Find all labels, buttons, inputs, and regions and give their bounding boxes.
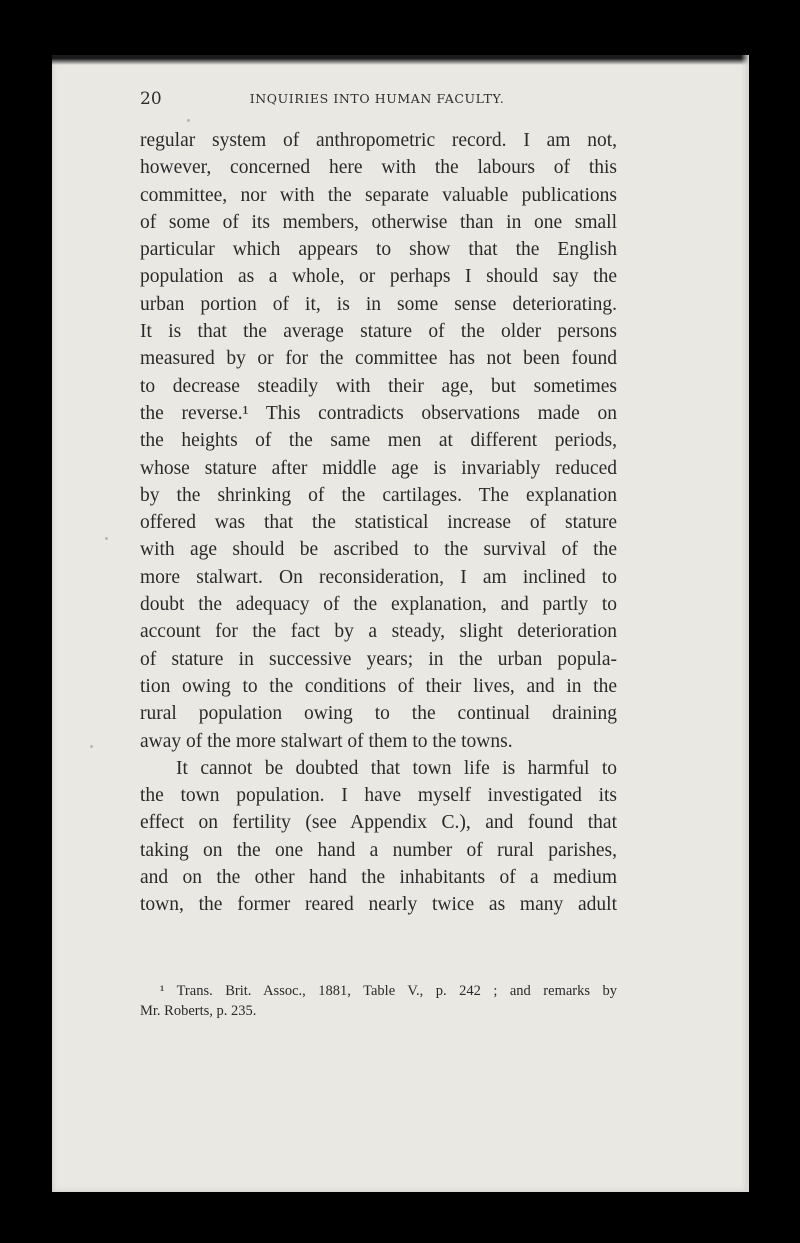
text-line: with age should be ascribed to the survival of the [140, 539, 617, 561]
text-line: measured by or for the committee has not been found [140, 348, 617, 370]
text-line: doubt the adequacy of the explanation, and partly to [140, 594, 617, 616]
text-line: effect on fertility (see Appendix C.), and found that [140, 812, 617, 834]
text-line: whose stature after middle age is invariably reduced [140, 457, 617, 479]
text-line: particular which appears to show that the English [140, 239, 617, 261]
page-header [140, 89, 614, 111]
paper-speck [105, 537, 108, 540]
page-right-edge [741, 55, 749, 1192]
text-line: account for the fact by a steady, slight deterioration [140, 621, 617, 643]
running-head: INQUIRIES INTO HUMAN FACULTY. [249, 91, 505, 106]
text-line: rural population owing to the continual draining [140, 703, 617, 725]
text-line: urban portion of it, is in some sense deteriorating. [140, 293, 617, 315]
text-line: population as a whole, or perhaps I should say the [140, 266, 617, 288]
text-line: by the shrinking of the cartilages. The explanation [140, 484, 617, 506]
footnote-line: ¹ Trans. Brit. Assoc., 1881, Table V., p. 242 ; and remarks by [160, 983, 617, 999]
text-line: of some of its members, otherwise than in one small [140, 211, 617, 233]
text-line: regular system of anthropometric record. I am not, [140, 130, 617, 151]
paper-speck [187, 119, 190, 122]
text-line: to decrease steadily with their age, but sometimes [140, 375, 617, 397]
page-number: 20 [140, 89, 162, 109]
body-text [140, 127, 617, 919]
text-line: more stalwart. On reconsideration, I am inclined to [140, 566, 617, 588]
text-line: the reverse.¹ This contradicts observations made on [140, 402, 617, 424]
text-line: the heights of the same men at different periods, [140, 430, 617, 452]
footnotes [140, 981, 617, 1021]
text-line: It cannot be doubted that town life is harmful to [176, 757, 617, 779]
page-top-edge [52, 55, 749, 65]
text-line: however, concerned here with the labours of this [140, 157, 617, 179]
text-line: committee, nor with the separate valuable publications [140, 184, 617, 206]
text-line: away of the more stalwart of them to the towns. [140, 730, 513, 752]
text-line: tion owing to the conditions of their lives, and in the [140, 675, 617, 697]
text-line: offered was that the statistical increase of stature [140, 512, 617, 534]
text-line: of stature in successive years; in the urban popula- [140, 648, 617, 670]
text-line: and on the other hand the inhabitants of a medium [140, 867, 617, 889]
text-line: taking on the one hand a number of rural parishes, [140, 839, 617, 861]
paper-speck [90, 745, 93, 748]
footnote-line: Mr. Roberts, p. 235. [140, 1003, 257, 1019]
text-line: the town population. I have myself investigated its [140, 785, 617, 807]
text-line: town, the former reared nearly twice as many adult [140, 894, 617, 916]
text-line: It is that the average stature of the older persons [140, 321, 617, 343]
